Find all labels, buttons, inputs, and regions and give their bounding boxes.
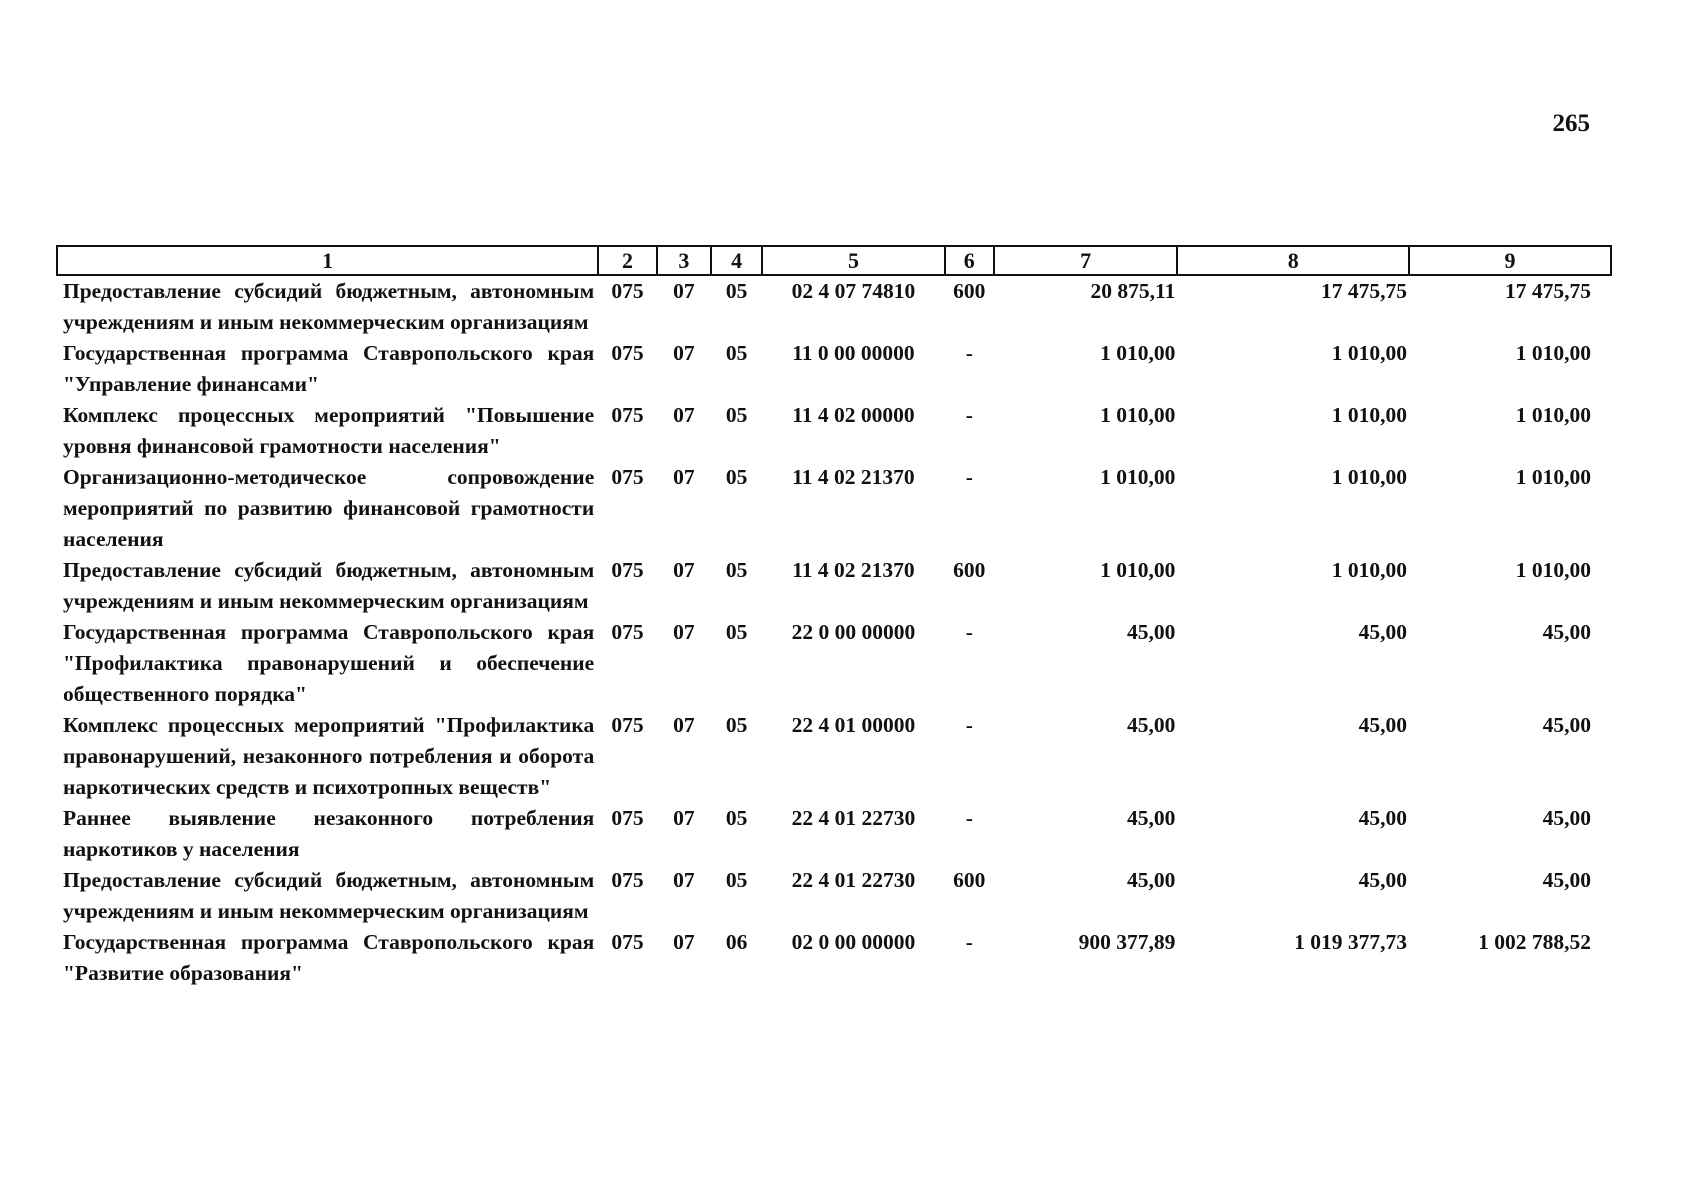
row-section: 07 xyxy=(673,279,695,303)
column-header-4: 4 xyxy=(711,246,762,275)
row-amount-col9: 45,00 xyxy=(1542,868,1591,892)
row-subsection: 05 xyxy=(725,868,748,892)
row-expense-type: 600 xyxy=(953,558,986,582)
row-subsection: 05 xyxy=(725,403,748,427)
row-ministry-code: 075 xyxy=(611,713,644,737)
row-expense-type: - xyxy=(965,341,973,365)
row-subsection: 05 xyxy=(725,341,748,365)
row-amount-col8: 1 019 377,73 xyxy=(1294,930,1408,954)
row-target-article: 22 4 01 22730 xyxy=(791,868,916,892)
row-target-article: 11 4 02 00000 xyxy=(792,403,915,427)
column-header-3: 3 xyxy=(657,246,711,275)
row-ministry-code: 075 xyxy=(611,930,644,954)
row-amount-col7: 45,00 xyxy=(1127,713,1176,737)
row-expense-type: - xyxy=(965,806,973,830)
row-section: 07 xyxy=(673,341,695,365)
row-ministry-code: 075 xyxy=(611,403,644,427)
row-name: Раннее выявление незаконного потребления наркотиков у населения xyxy=(63,806,595,861)
row-subsection: 05 xyxy=(725,806,748,830)
row-ministry-code: 075 xyxy=(611,465,644,489)
page-number: 265 xyxy=(1552,110,1590,137)
column-header-9: 9 xyxy=(1409,246,1611,275)
row-ministry-code: 075 xyxy=(611,341,644,365)
row-section: 07 xyxy=(673,403,695,427)
row-amount-col9: 1 010,00 xyxy=(1515,465,1591,489)
row-name: Предоставление субсидий бюджетным, автономным учреждениям и иным некоммерческим организациям xyxy=(63,279,595,334)
table-row xyxy=(57,338,1611,400)
row-section: 07 xyxy=(673,806,695,830)
row-subsection: 05 xyxy=(725,620,748,644)
table-row xyxy=(57,710,1611,803)
row-name: Предоставление субсидий бюджетным, автономным учреждениям и иным некоммерческим организациям xyxy=(63,868,595,923)
row-expense-type: - xyxy=(965,465,973,489)
row-target-article: 11 4 02 21370 xyxy=(792,465,915,489)
row-amount-col7: 1 010,00 xyxy=(1100,465,1176,489)
row-amount-col7: 1 010,00 xyxy=(1100,403,1176,427)
row-target-article: 22 4 01 00000 xyxy=(791,713,916,737)
row-subsection: 05 xyxy=(725,465,748,489)
row-amount-col7: 20 875,11 xyxy=(1090,279,1176,303)
row-name: Комплекс процессных мероприятий "Профилактика правонарушений, незаконного потребления и оборота наркотических средств и психотропных веществ" xyxy=(63,713,595,799)
row-target-article: 02 0 00 00000 xyxy=(791,930,916,954)
row-target-article: 22 0 00 00000 xyxy=(791,620,916,644)
row-target-article: 11 0 00 00000 xyxy=(792,341,915,365)
row-section: 07 xyxy=(673,465,695,489)
row-amount-col7: 1 010,00 xyxy=(1100,558,1176,582)
row-expense-type: - xyxy=(965,620,973,644)
table-row xyxy=(57,275,1611,338)
row-amount-col9: 45,00 xyxy=(1542,620,1591,644)
row-name: Организационно-методическое сопровождение мероприятий по развитию финансовой грамотности населения xyxy=(63,465,595,551)
row-name: Государственная программа Ставропольского края "Развитие образования" xyxy=(63,930,595,985)
row-amount-col7: 45,00 xyxy=(1127,620,1176,644)
table-body xyxy=(57,275,1611,989)
column-header-8: 8 xyxy=(1177,246,1409,275)
row-section: 07 xyxy=(673,868,695,892)
row-amount-col7: 1 010,00 xyxy=(1100,341,1176,365)
row-amount-col7: 900 377,89 xyxy=(1078,930,1176,954)
row-amount-col7: 45,00 xyxy=(1127,806,1176,830)
row-section: 07 xyxy=(673,930,695,954)
row-subsection: 05 xyxy=(725,713,748,737)
row-amount-col8: 1 010,00 xyxy=(1331,558,1408,582)
row-amount-col8: 1 010,00 xyxy=(1331,341,1408,365)
row-amount-col9: 45,00 xyxy=(1542,713,1591,737)
budget-table xyxy=(56,245,1612,989)
table-row xyxy=(57,803,1611,865)
row-amount-col8: 45,00 xyxy=(1358,620,1408,644)
row-ministry-code: 075 xyxy=(611,558,644,582)
row-amount-col9: 17 475,75 xyxy=(1505,279,1591,303)
row-amount-col9: 45,00 xyxy=(1542,806,1591,830)
row-amount-col8: 45,00 xyxy=(1358,806,1408,830)
row-amount-col9: 1 002 788,52 xyxy=(1478,930,1591,954)
row-subsection: 06 xyxy=(725,930,748,954)
table-row xyxy=(57,462,1611,555)
row-amount-col9: 1 010,00 xyxy=(1515,403,1591,427)
row-amount-col8: 45,00 xyxy=(1358,713,1408,737)
column-header-2: 2 xyxy=(598,246,656,275)
row-expense-type: - xyxy=(965,403,973,427)
row-amount-col9: 1 010,00 xyxy=(1515,341,1591,365)
row-ministry-code: 075 xyxy=(611,620,644,644)
row-amount-col8: 1 010,00 xyxy=(1331,465,1408,489)
row-name: Комплекс процессных мероприятий "Повышение уровня финансовой грамотности населения" xyxy=(63,403,595,458)
row-name: Государственная программа Ставропольского края "Профилактика правонарушений и обеспечение общественного порядка" xyxy=(63,620,595,706)
row-ministry-code: 075 xyxy=(611,806,644,830)
row-subsection: 05 xyxy=(725,558,748,582)
table-row xyxy=(57,400,1611,462)
row-target-article: 02 4 07 74810 xyxy=(791,279,916,303)
row-target-article: 11 4 02 21370 xyxy=(792,558,915,582)
row-amount-col8: 1 010,00 xyxy=(1331,403,1408,427)
column-header-1: 1 xyxy=(57,246,598,275)
header-row xyxy=(57,246,1611,275)
column-header-7: 7 xyxy=(994,246,1177,275)
row-expense-type: - xyxy=(965,930,973,954)
row-ministry-code: 075 xyxy=(611,868,644,892)
row-target-article: 22 4 01 22730 xyxy=(791,806,916,830)
row-amount-col8: 45,00 xyxy=(1358,868,1408,892)
row-section: 07 xyxy=(673,558,695,582)
row-name: Предоставление субсидий бюджетным, автономным учреждениям и иным некоммерческим организациям xyxy=(63,558,595,613)
row-expense-type: 600 xyxy=(953,868,986,892)
table-row xyxy=(57,865,1611,927)
row-amount-col7: 45,00 xyxy=(1127,868,1176,892)
table-row xyxy=(57,555,1611,617)
column-header-5: 5 xyxy=(762,246,944,275)
row-amount-col8: 17 475,75 xyxy=(1321,279,1408,303)
table-row xyxy=(57,927,1611,989)
row-subsection: 05 xyxy=(725,279,748,303)
row-expense-type: - xyxy=(965,713,973,737)
column-header-6: 6 xyxy=(945,246,994,275)
row-name: Государственная программа Ставропольского края "Управление финансами" xyxy=(63,341,595,396)
table-row xyxy=(57,617,1611,710)
row-expense-type: 600 xyxy=(953,279,986,303)
row-section: 07 xyxy=(673,620,695,644)
row-ministry-code: 075 xyxy=(611,279,644,303)
row-amount-col9: 1 010,00 xyxy=(1515,558,1591,582)
row-section: 07 xyxy=(673,713,695,737)
